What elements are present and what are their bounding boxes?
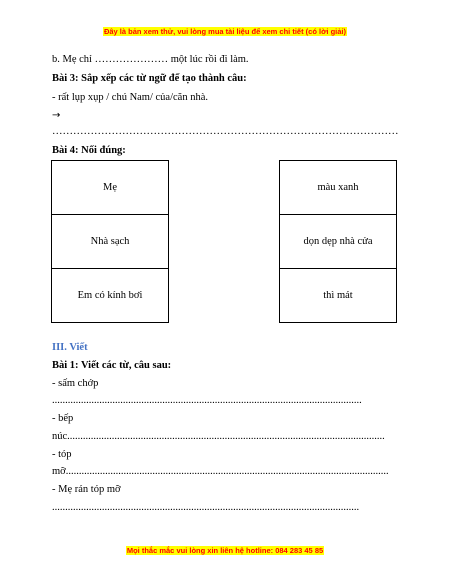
bai3-words: - rất lụp xụp / chú Nam/ của/căn nhà. bbox=[52, 92, 208, 103]
matching-left-cell: Em có kính bơi bbox=[52, 268, 168, 322]
hotline-banner-text: Mọi thắc mắc vui lòng xin liên hệ hotline: 084 283 45 85 bbox=[126, 546, 324, 555]
bai4-title: Bài 4: Nối đúng: bbox=[52, 145, 126, 156]
matching-left-cell: Mẹ bbox=[103, 182, 117, 193]
writing-line: núc......................................................................................................................... bbox=[52, 431, 385, 442]
matching-left-column bbox=[51, 160, 169, 323]
word-top: - tóp bbox=[52, 449, 72, 460]
bai3-title: Bài 3: Sắp xếp các từ ngữ để tạo thành câu: bbox=[52, 73, 247, 84]
word-bep: - bếp bbox=[52, 413, 74, 424]
matching-right-cell: màu xanh bbox=[317, 182, 359, 193]
matching-right-cell: thì mát bbox=[280, 268, 396, 322]
exercise-line-b: b. Mẹ chỉ ………………… một lúc rồi đi làm. bbox=[52, 54, 249, 65]
word-sam-chop: - sấm chớp bbox=[52, 378, 99, 389]
matching-right-cell: dọn dẹp nhà cửa bbox=[280, 214, 396, 268]
writing-line: ...................................................................................................................... bbox=[52, 395, 362, 406]
matching-left-cell: Nhà sạch bbox=[52, 214, 168, 268]
sentence-me-ran-top-mo: - Mẹ rán tóp mỡ bbox=[52, 484, 121, 495]
bai3-answer-line: ……………………………………………………………………………………… bbox=[52, 126, 399, 137]
preview-banner-text: Đây là bản xem thử, vui lòng mua tài liệu để xem chi tiết (có lời giải) bbox=[103, 27, 347, 36]
section-3-title: III. Viết bbox=[52, 342, 88, 353]
writing-line: ..................................................................................................................... bbox=[52, 502, 360, 513]
arrow-icon: → bbox=[52, 110, 61, 121]
hotline-banner bbox=[0, 546, 450, 555]
preview-banner bbox=[0, 27, 450, 36]
bai1-title: Bài 1: Viết các từ, câu sau: bbox=[52, 360, 172, 371]
writing-line: mỡ........................................................................................................................... bbox=[52, 466, 389, 477]
matching-right-column bbox=[279, 160, 397, 323]
